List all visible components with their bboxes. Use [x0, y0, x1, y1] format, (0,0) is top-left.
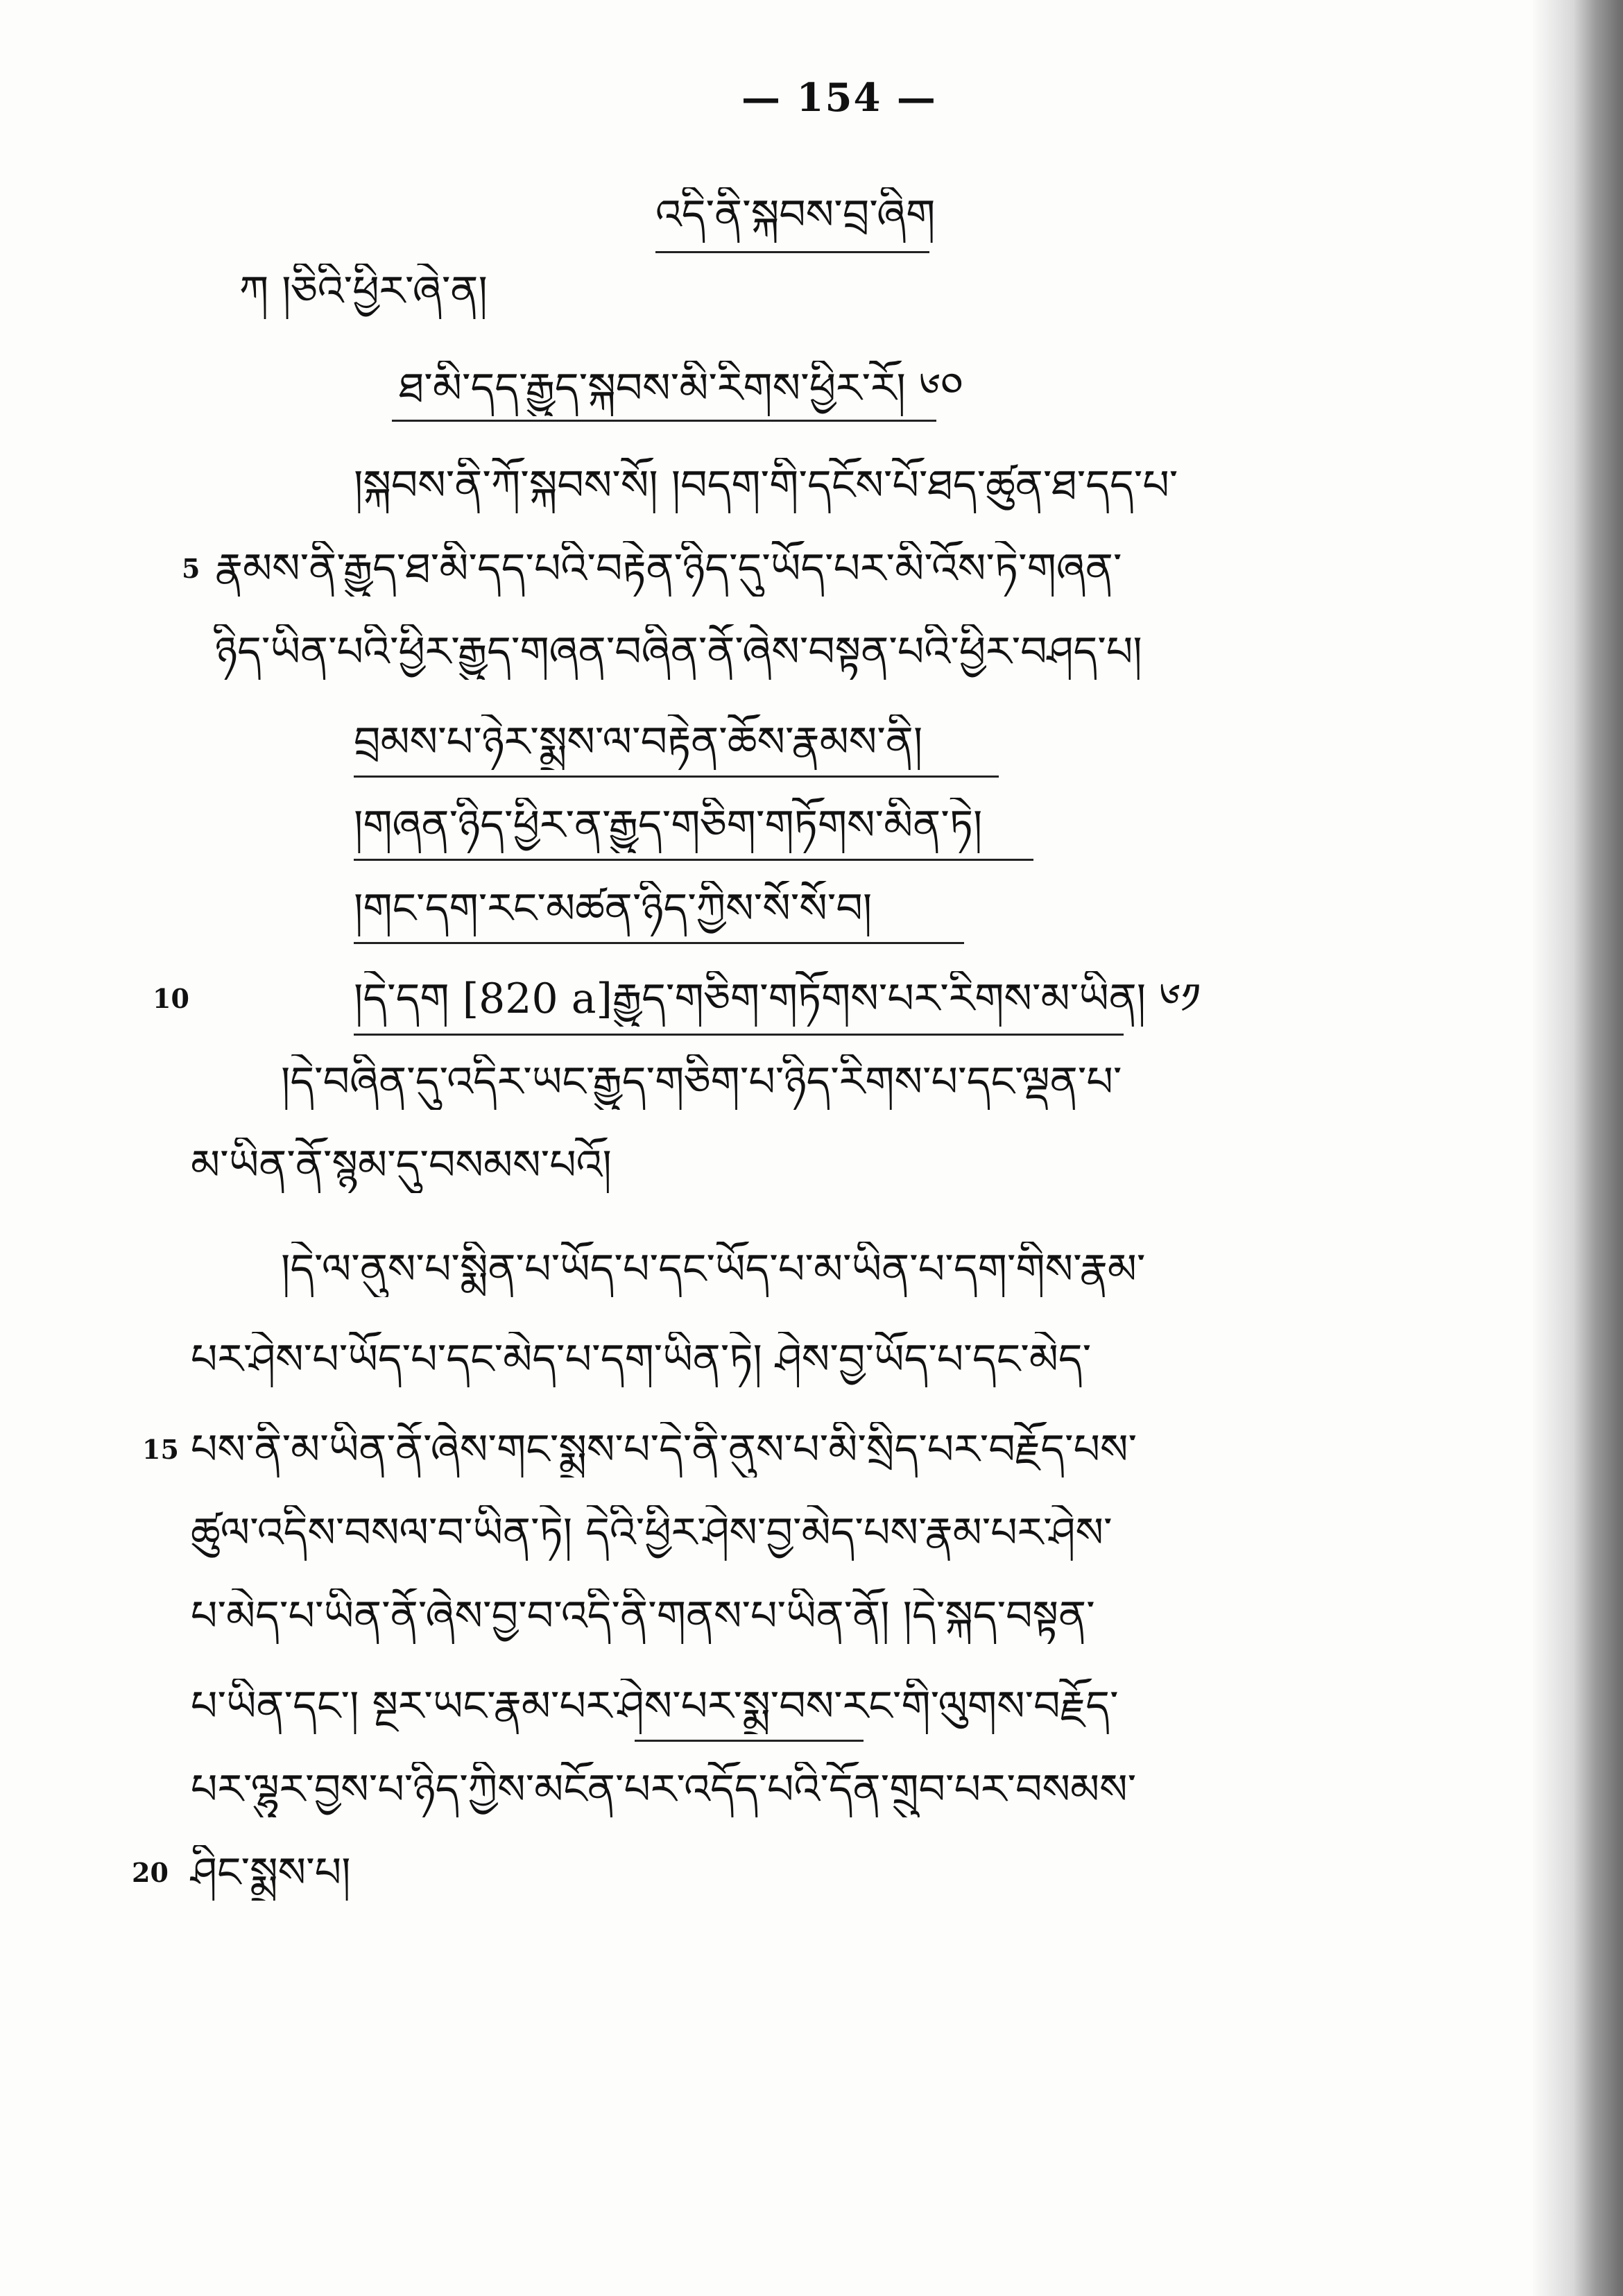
text-line: །དེ་བཞིན་དུ་འདིར་ཡང་རྒྱུད་གཅིག་པ་ཉིད་རིགས་པ་དང་ལྡན་པ་	[281, 1058, 1122, 1106]
text-line: །སྐབས་ནི་ཀོ་སྐབས་སོ། །བདག་གི་དངོས་པོ་ཐད་ཚུན་ཐ་དད་པ་	[354, 461, 1178, 510]
verse-underline	[354, 942, 964, 944]
verse-line: ཐ་མི་དད་རྒྱུད་སྐབས་མི་རིགས་ཕྱིར་རོ། ༦༠	[399, 364, 963, 413]
line-number: 10	[153, 983, 189, 1014]
text-line: ཉིད་ཡིན་པའི་ཕྱིར་རྒྱུད་གཞན་བཞིན་ནོ་ཞེས་བསྟན་པའི་ཕྱིར་བཤད་པ།	[215, 628, 1142, 676]
chapter-title: འདི་ནི་སྐབས་བྲ་ཞིག	[655, 191, 936, 239]
text-line: ཚུལ་འདིས་བསལ་བ་ཡིན་ཏེ། དེའི་ཕྱིར་ཤེས་བྱ་མེད་པས་རྣམ་པར་ཤེས་	[191, 1509, 1113, 1557]
text-line: ཀ །ཅིའི་ཕྱིར་ཞེ་ན།	[239, 267, 488, 316]
text-line: པར་ཤེས་པ་ཡོད་པ་དང་མེད་པ་དག་ཡིན་ཏེ། ཤེས་བྱ་ཡོད་པ་དང་མེད་	[191, 1335, 1092, 1384]
verse-underline	[354, 859, 1033, 861]
text-line: པར་ལྷུར་བྱས་པ་ཉིད་ཀྱིས་མངོན་པར་འདོད་པའི་དོན་གྲུབ་པར་བསམས་	[191, 1765, 1137, 1814]
text-line: པ་མེད་པ་ཡིན་ནོ་ཞེས་བྱ་བ་འདི་ནི་གནས་པ་ཡིན་ནོ། །དེ་སྐད་བསྟན་	[191, 1592, 1095, 1640]
verse-underline	[392, 420, 936, 422]
line-number: 20	[132, 1857, 169, 1888]
verse-underline	[354, 776, 999, 778]
line-number: 15	[142, 1434, 179, 1465]
text-line: མ་ཡིན་ནོ་སྙམ་དུ་བསམས་པའོ།	[191, 1141, 612, 1190]
text-line: 20 ཤིང་སྨྲས་པ།	[0, 1845, 1526, 1901]
text-line: །དེ་ལ་ནུས་པ་སྨིན་པ་ཡོད་པ་དང་ཡོད་པ་མ་ཡིན་པ་དག་གིས་རྣམ་	[281, 1245, 1146, 1294]
text-line: 15 པས་ནི་མ་ཡིན་ནོ་ཞེས་གང་སྨྲས་པ་དེ་ནི་ནུས་པ་མི་སྲིད་པར་བརྗོད་པས་	[0, 1422, 1526, 1477]
verse-underline	[354, 1034, 1124, 1036]
text-line: 5 རྣམས་ནི་རྒྱུད་ཐ་མི་དད་པའི་བརྟེན་ཉིད་དུ་ཡོད་པར་མི་འོས་ཏེ་གཞན་	[0, 541, 1526, 597]
text-line: པ་ཡིན་དང་། སྔར་ཡང་རྣམ་པར་ཤེས་པར་སྨྲ་བས་རང་གི་ལུགས་བརྗོད་	[191, 1682, 1119, 1731]
chapter-title-underline	[655, 251, 929, 253]
verse-line: །གང་དག་རང་མཚན་ཉིད་ཀྱིས་སོ་སོ་བ།	[354, 884, 873, 933]
verse-line: །གཞན་ཉིད་ཕྱིར་ན་རྒྱུད་གཅིག་གཏོགས་མིན་ཏེ།	[354, 801, 983, 850]
text-underline	[635, 1740, 864, 1742]
chapter-title-line	[0, 187, 1526, 243]
page-number: — 154 —	[741, 75, 937, 121]
verse-line: 10 །དེ་དག [820 a]རྒྱུད་གཅིག་གཏོགས་པར་རིགས་མ་ཡིན། ༦༡	[0, 971, 1526, 1027]
verse-line: བྲམས་པ་ཉེར་སྨྲས་ལ་བརྟེན་ཆོས་རྣམས་ནི།	[354, 718, 923, 766]
page-edge-shadow	[1533, 0, 1623, 2296]
line-number: 5	[182, 553, 200, 584]
